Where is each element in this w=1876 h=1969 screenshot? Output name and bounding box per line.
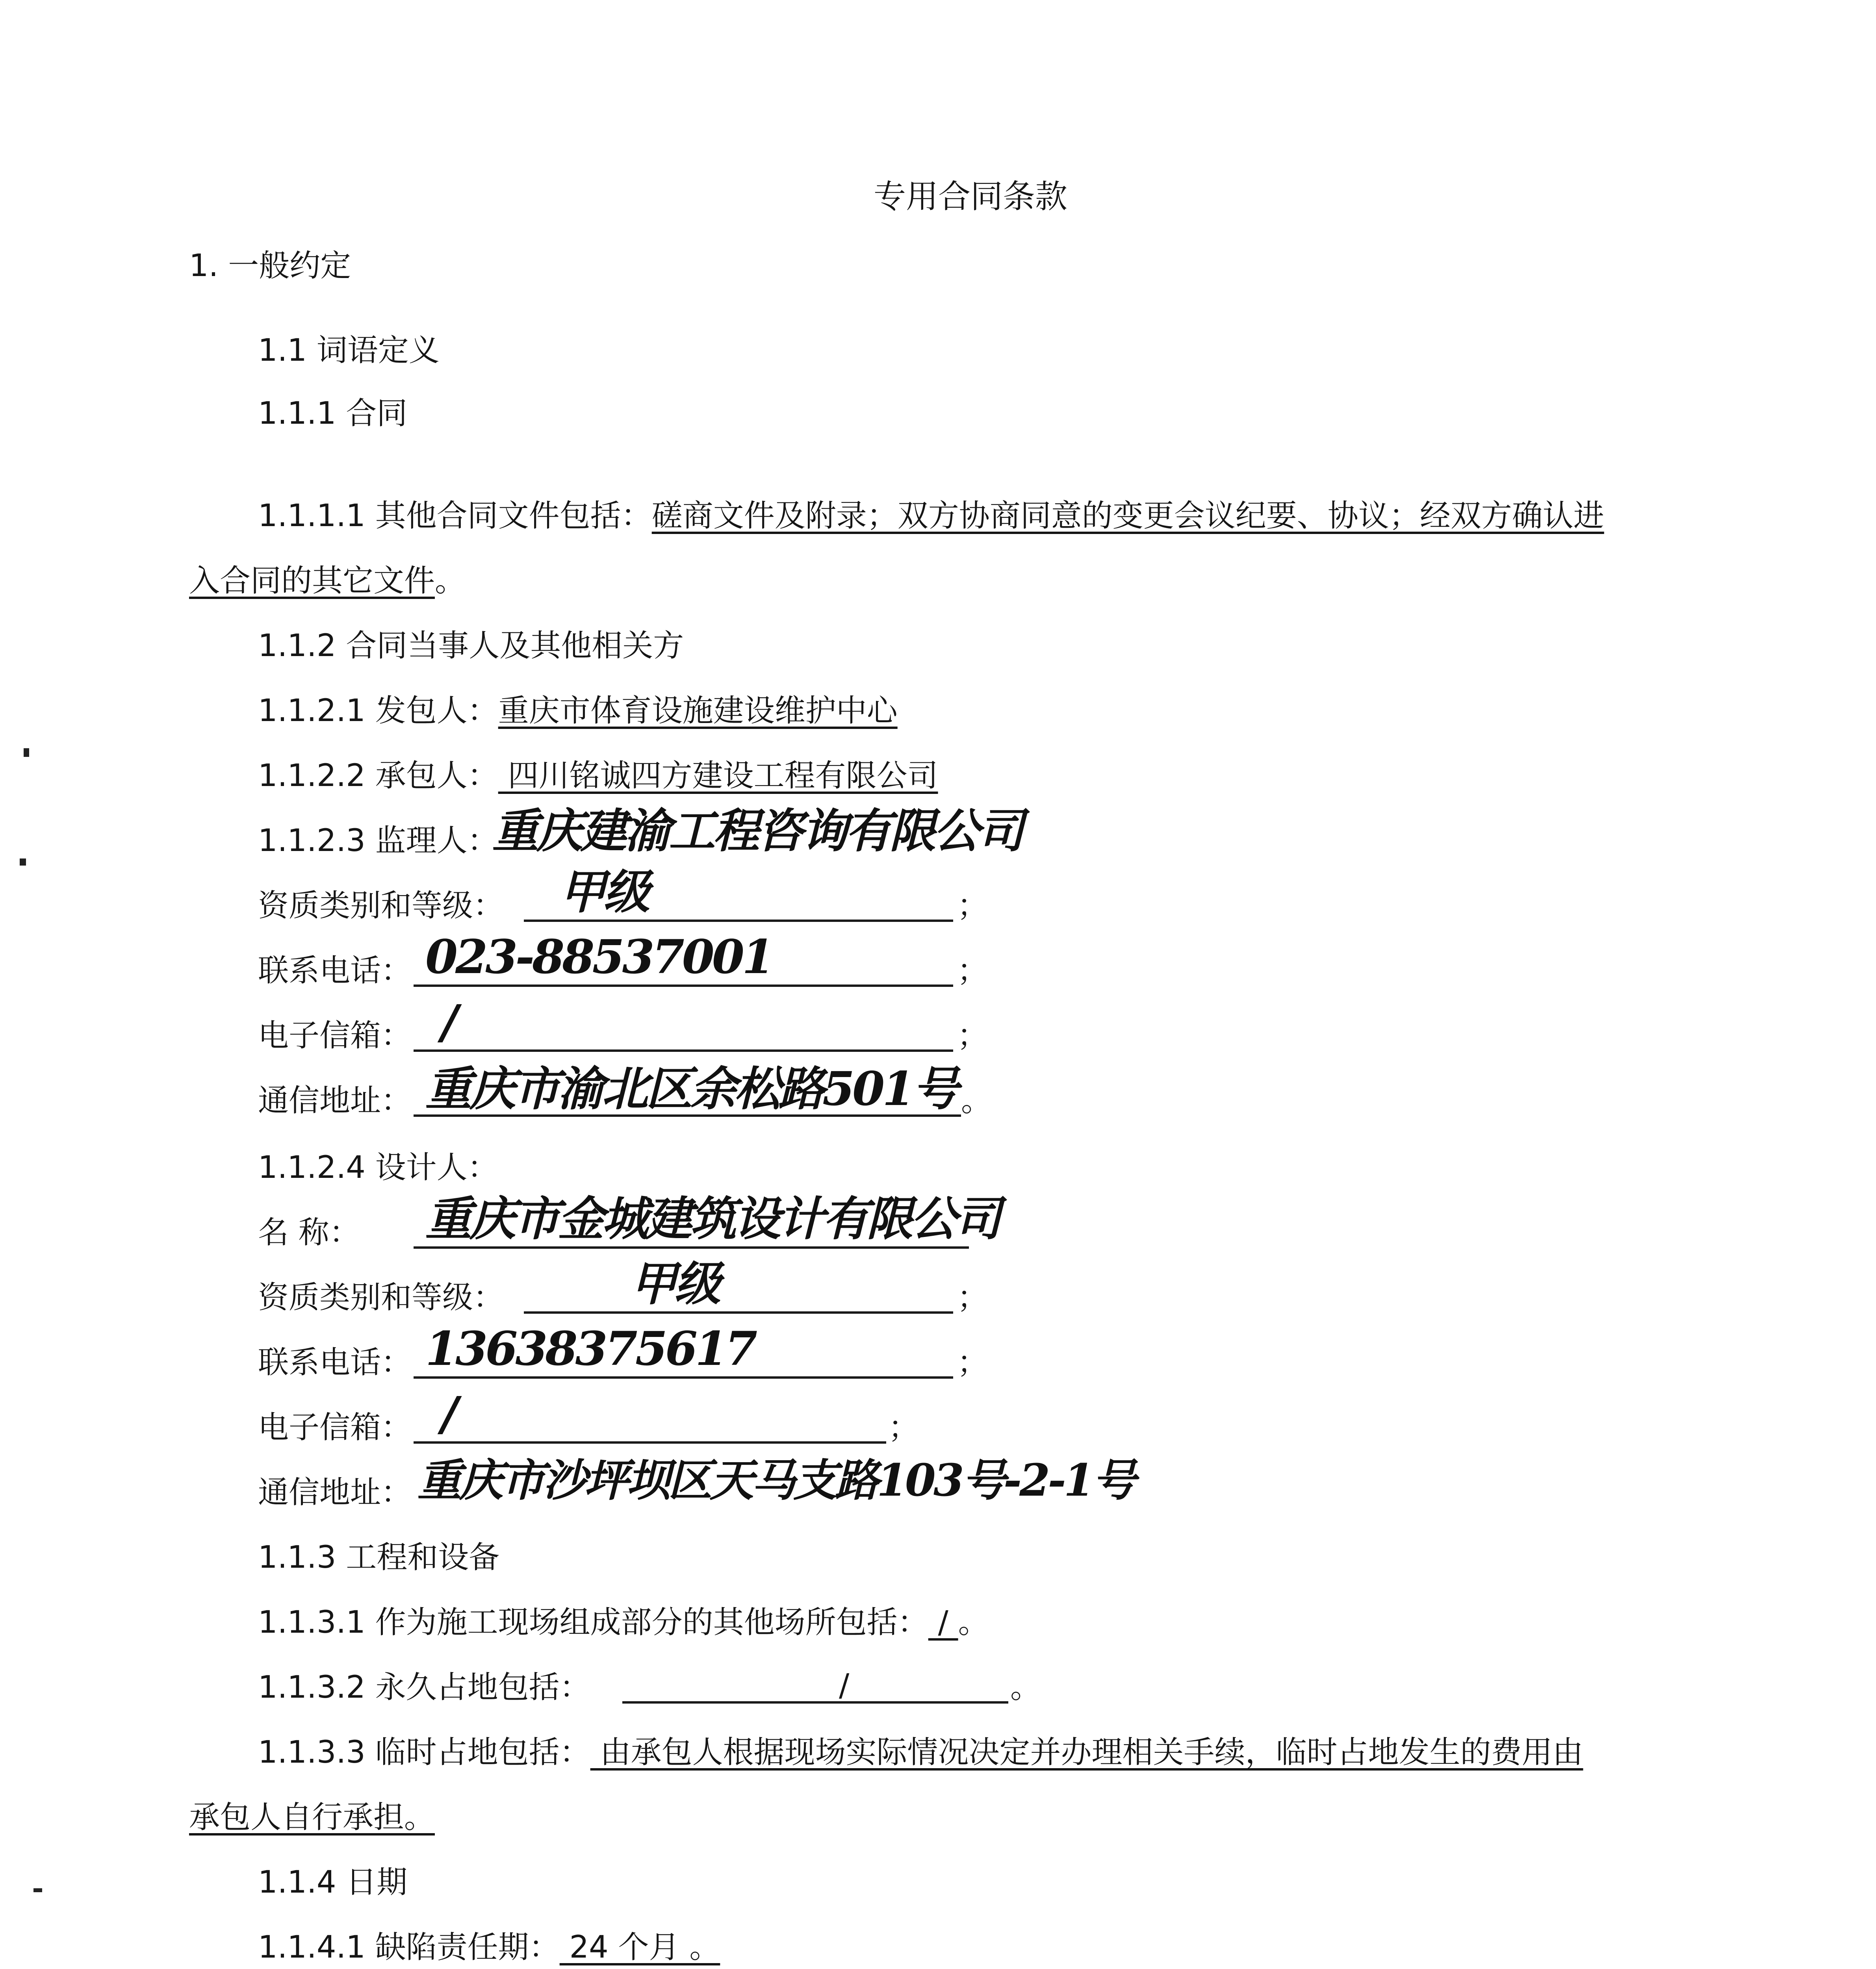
semicolon: ； — [957, 953, 988, 988]
clause-1-1-3-2-label: 1.1.3.2 永久占地包括： — [258, 1670, 590, 1705]
clause-1-1-3-2-value: / — [839, 1668, 850, 1703]
employer-name: 重庆市体育设施建设维护中心 — [498, 693, 898, 729]
section-1-1-4-heading: 1.1.4 日期 — [258, 1865, 408, 1900]
clause-end: 。 — [958, 1605, 989, 1640]
clause-end: 。 — [435, 563, 466, 599]
designer-email-blank — [414, 1441, 886, 1444]
clause-value: 由承包人根据现场实际情况决定并办理相关手续，临时占地发生的费用由 — [590, 1735, 1583, 1770]
supervisor-email-handwritten: / — [441, 994, 456, 1049]
designer-qual-blank — [524, 1311, 953, 1314]
clause-contractor — [258, 756, 938, 795]
clause-label: 1.1.4.1 缺陷责任期： — [258, 1930, 560, 1965]
supervisor-phone-label: 联系电话： — [258, 953, 412, 988]
supervisor-address-label: 通信地址： — [258, 1083, 412, 1118]
semicolon: ； — [957, 1018, 988, 1053]
designer-name-label: 名 称： — [258, 1215, 360, 1250]
clause-label: 1.1.3.1 作为施工现场组成部分的其他场所包括： — [258, 1605, 928, 1640]
clause-1-1-3-2-blank — [622, 1701, 1008, 1704]
period: 。 — [1010, 1670, 1041, 1705]
supervisor-name-handwritten: 重庆建渝工程咨询有限公司 — [492, 803, 1022, 858]
defects-period: 24 个月 。 — [559, 1930, 720, 1965]
clause-label: 1.1.2.1 发包人： — [258, 693, 498, 729]
clause-1-1-3-1 — [258, 1603, 989, 1642]
clause-1-1-1-1 — [258, 496, 1604, 536]
supervisor-qual-blank — [524, 920, 953, 922]
scan-speck — [33, 1888, 42, 1892]
document-title: 专用合同条款 — [874, 178, 1068, 215]
clause-1-1-3-3-cont — [189, 1798, 435, 1837]
section-1-heading: 1. 一般约定 — [189, 248, 351, 284]
semicolon: ； — [957, 1280, 988, 1315]
clause-1-1-1-1-cont — [189, 561, 466, 601]
clause-value: / — [928, 1605, 958, 1640]
clause-supervisor-label: 1.1.2.3 监理人： — [258, 823, 498, 858]
clause-1-1-3-3 — [258, 1733, 1583, 1772]
section-1-1-1-heading: 1.1.1 合同 — [258, 396, 408, 431]
supervisor-email-blank — [414, 1049, 953, 1052]
designer-phone-blank — [414, 1376, 953, 1379]
period: 。 — [961, 1083, 992, 1118]
designer-name-handwritten: 重庆市金城建筑设计有限公司 — [425, 1191, 999, 1246]
scan-speck — [20, 858, 26, 866]
section-1-1-heading: 1.1 词语定义 — [258, 333, 440, 368]
supervisor-qual-label: 资质类别和等级： — [258, 888, 504, 923]
supervisor-qual-handwritten: 甲级 — [559, 864, 648, 919]
semicolon: ； — [888, 1410, 919, 1445]
designer-address-handwritten: 重庆市沙坪坝区天马支路103号-2-1号 — [418, 1455, 1134, 1506]
clause-employer — [258, 691, 898, 730]
clause-value: 磋商文件及附录；双方协商同意的变更会议纪要、协议；经双方确认进 — [651, 498, 1604, 534]
designer-phone-label: 联系电话： — [258, 1345, 412, 1380]
designer-email-label: 电子信箱： — [258, 1410, 412, 1445]
semicolon: ； — [957, 1345, 988, 1380]
designer-qual-handwritten: 甲级 — [630, 1256, 719, 1311]
semicolon: ； — [957, 888, 988, 923]
supervisor-phone-handwritten: 023-88537001 — [425, 929, 772, 984]
clause-value: 承包人自行承担。 — [189, 1800, 435, 1835]
clause-label: 1.1.1.1 其他合同文件包括： — [258, 498, 652, 534]
designer-name-blank — [414, 1246, 969, 1249]
designer-phone-handwritten: 13638375617 — [425, 1321, 755, 1376]
clause-value: 入合同的其它文件 — [189, 563, 435, 599]
clause-label: 1.1.3.3 临时占地包括： — [258, 1735, 590, 1770]
designer-qual-label: 资质类别和等级： — [258, 1280, 504, 1315]
designer-address-label: 通信地址： — [258, 1475, 412, 1510]
section-1-1-3-heading: 1.1.3 工程和设备 — [258, 1540, 500, 1575]
supervisor-phone-blank — [414, 984, 953, 987]
designer-email-handwritten: / — [441, 1386, 456, 1441]
clause-designer-label: 1.1.2.4 设计人： — [258, 1150, 498, 1185]
scan-speck — [24, 748, 29, 757]
contractor-name: 四川铭诚四方建设工程有限公司 — [498, 758, 938, 794]
supervisor-address-handwritten: 重庆市渝北区余松路501号 — [425, 1061, 957, 1116]
supervisor-email-label: 电子信箱： — [258, 1018, 412, 1053]
section-1-1-2-heading: 1.1.2 合同当事人及其他相关方 — [258, 628, 684, 664]
clause-1-1-4-1 — [258, 1928, 720, 1967]
clause-label: 1.1.2.2 承包人： — [258, 758, 498, 794]
